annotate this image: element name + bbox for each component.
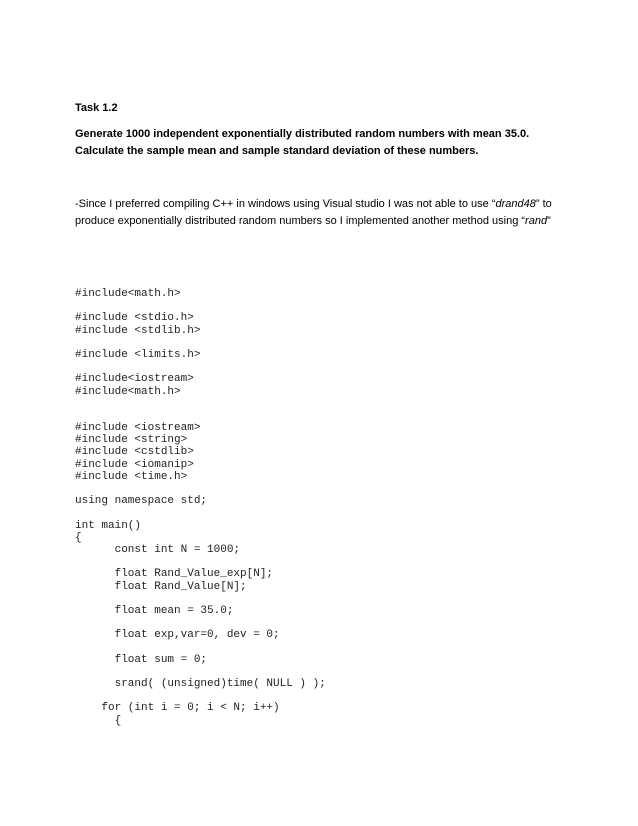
task-description: Generate 1000 independent exponentially distributed random numbers with mean 35.0. Calculate the sample mean and sample standard deviation of these numbers. (75, 128, 530, 157)
code-line: srand( (unsigned)time( NULL ) ); (75, 678, 326, 690)
note-text-3: ” (547, 215, 551, 227)
code-line: { (75, 531, 82, 544)
code-line: #include<iostream> (75, 373, 194, 386)
code-line (75, 361, 595, 373)
code-line (75, 617, 595, 629)
code-line (75, 410, 595, 422)
code-line: #include<math.h> (75, 385, 181, 398)
code-line (75, 398, 595, 410)
code-line (75, 593, 595, 605)
code-line: #include <stdlib.h> (75, 324, 201, 337)
task-title: Task 1.2 (75, 102, 118, 114)
code-line: using namespace std; (75, 495, 208, 508)
code-line: float Rand_Value[N]; (75, 580, 247, 593)
code-line (75, 337, 595, 349)
code-line (75, 507, 595, 519)
code-line: float sum = 0; (75, 653, 208, 666)
code-line (75, 556, 595, 568)
code-line: #include <iomanip> (75, 458, 194, 471)
note-text-2: ” to produce exponentially distributed random numbers so I implemented another method using “ (75, 198, 552, 227)
code-line: #include <stdio.h> (75, 312, 194, 325)
code-line (75, 300, 595, 312)
implementation-note (75, 196, 575, 230)
code-line (75, 483, 595, 495)
code-line: #include <time.h> (75, 470, 188, 483)
code-line (75, 666, 595, 678)
code-line (75, 641, 595, 653)
code-line: #include <limits.h> (75, 348, 201, 361)
code-line: #include <iostream> (75, 422, 201, 435)
code-line: int main() (75, 519, 142, 532)
note-text-1: -Since I preferred compiling C++ in windows using Visual studio I was not able to use “ (75, 198, 496, 210)
code-line: float Rand_Value_exp[N]; (75, 568, 274, 581)
code-line (75, 690, 595, 702)
code-line: #include <string> (75, 434, 188, 447)
note-rand: rand (525, 215, 548, 227)
code-line: const int N = 1000; (75, 543, 241, 556)
code-listing (75, 288, 595, 727)
code-line: { (75, 714, 122, 727)
code-line: for (int i = 0; i < N; i++) (75, 702, 280, 715)
code-line: float exp,var=0, dev = 0; (75, 629, 280, 642)
note-drand48: drand48 (495, 198, 536, 210)
code-line: float mean = 35.0; (75, 604, 234, 617)
code-line: #include <cstdlib> (75, 446, 194, 459)
code-line: #include<math.h> (75, 288, 181, 300)
